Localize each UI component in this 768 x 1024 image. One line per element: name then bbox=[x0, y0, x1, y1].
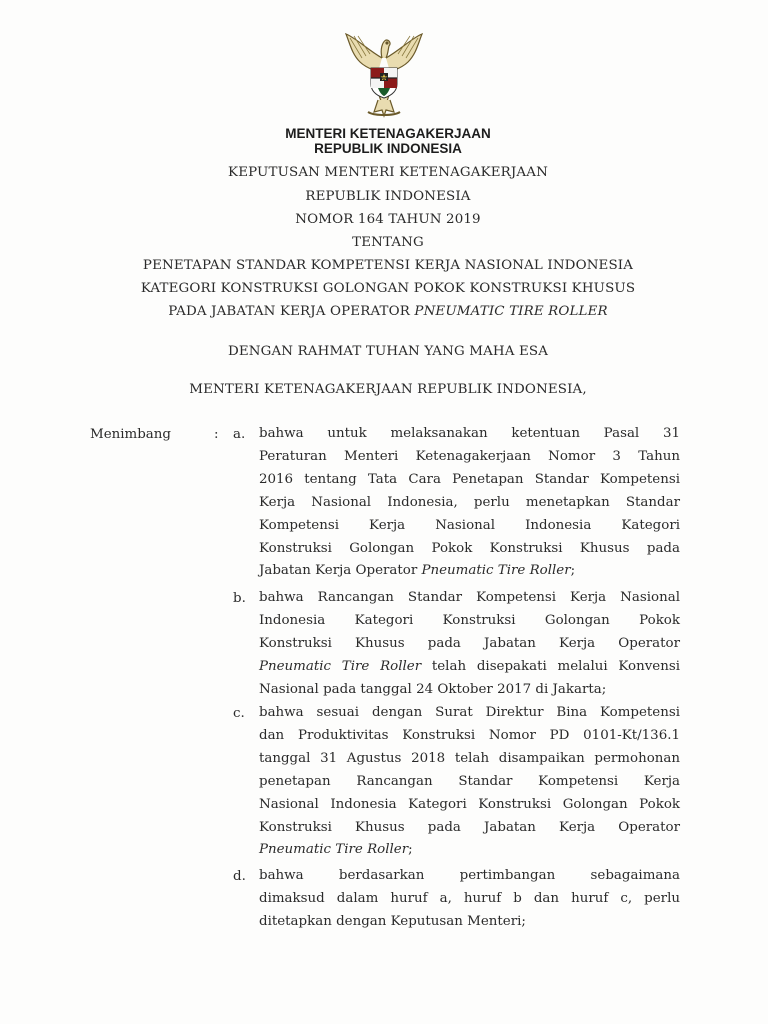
item-marker-d: d. bbox=[233, 869, 246, 884]
paragraph-line: ditetapkan dengan Keputusan Menteri; bbox=[259, 913, 526, 929]
paragraph-line: bahwa sesuai dengan Surat Direktur Bina Kompetensi bbox=[259, 705, 680, 720]
paragraph-line: Nasional pada tanggal 24 Oktober 2017 di Jakarta; bbox=[259, 681, 607, 697]
decree-country: REPUBLIK INDONESIA bbox=[305, 189, 471, 204]
minister-line: MENTERI KETENAGAKERJAAN REPUBLIK INDONESIA, bbox=[189, 382, 587, 397]
considering-item-c bbox=[259, 702, 680, 862]
decree-about: TENTANG bbox=[352, 235, 424, 250]
paragraph-line: dimaksud dalam huruf a, huruf b dan huruf c, perlu bbox=[259, 890, 680, 906]
paragraph-line: Nasional Indonesia Kategori Konstruksi Golongan Pokok bbox=[259, 796, 680, 812]
paragraph-line: Konstruksi Khusus pada Jabatan Kerja Operator bbox=[259, 819, 680, 835]
paragraph-line: bahwa untuk melaksanakan ketentuan Pasal 31 bbox=[259, 426, 680, 441]
paragraph-line: tanggal 31 Agustus 2018 telah disampaikan permohonan bbox=[259, 750, 680, 766]
paragraph-line: Pneumatic Tire Roller telah disepakati melalui Konvensi bbox=[259, 658, 680, 674]
paragraph-line: bahwa berdasarkan pertimbangan sebagaimana bbox=[259, 868, 680, 883]
paragraph-line: bahwa Rancangan Standar Kompetensi Kerja Nasional bbox=[259, 590, 680, 605]
considering-item-d bbox=[259, 865, 680, 934]
blessing-line: DENGAN RAHMAT TUHAN YANG MAHA ESA bbox=[227, 344, 549, 359]
paragraph-line: Konstruksi Golongan Pokok Konstruksi Khusus pada bbox=[259, 540, 680, 556]
paragraph-line: Kompetensi Kerja Nasional Indonesia Kategori bbox=[259, 517, 680, 533]
paragraph-line: Konstruksi Khusus pada Jabatan Kerja Operator bbox=[259, 635, 680, 651]
paragraph-line: Peraturan Menteri Ketenagakerjaan Nomor 3 Tahun bbox=[259, 448, 680, 464]
considering-item-b bbox=[259, 587, 680, 702]
paragraph-line: penetapan Rancangan Standar Kompetensi Kerja bbox=[259, 773, 680, 789]
decree-subject-line-3: PADA JABATAN KERJA OPERATOR PNEUMATIC TIRE ROLLER bbox=[168, 304, 608, 319]
paragraph-line: Jabatan Kerja Operator Pneumatic Tire Roller; bbox=[259, 563, 576, 579]
paragraph-line: Indonesia Kategori Konstruksi Golongan Pokok bbox=[259, 612, 680, 628]
ministry-name: MENTERI KETENAGAKERJAAN bbox=[285, 126, 491, 141]
considering-item-a bbox=[259, 423, 680, 583]
decree-subject-line-1: PENETAPAN STANDAR KOMPETENSI KERJA NASIONAL INDONESIA bbox=[142, 258, 634, 273]
item-marker-c: c. bbox=[233, 706, 245, 721]
item-marker-b: b. bbox=[233, 591, 246, 606]
ministry-country: REPUBLIK INDONESIA bbox=[314, 141, 462, 156]
considering-label: Menimbang bbox=[90, 427, 171, 442]
decree-title: KEPUTUSAN MENTERI KETENAGAKERJAAN bbox=[228, 165, 548, 180]
considering-colon: : bbox=[214, 427, 219, 442]
paragraph-line: Kerja Nasional Indonesia, perlu menetapkan Standar bbox=[259, 494, 680, 510]
decree-number: NOMOR 164 TAHUN 2019 bbox=[295, 212, 481, 227]
garuda-emblem-icon bbox=[338, 28, 430, 120]
decree-subject-line-2: KATEGORI KONSTRUKSI GOLONGAN POKOK KONSTRUKSI KHUSUS bbox=[140, 281, 636, 296]
paragraph-line: 2016 tentang Tata Cara Penetapan Standar Kompetensi bbox=[259, 471, 680, 487]
paragraph-line: dan Produktivitas Konstruksi Nomor PD 0101-Kt/136.1 bbox=[259, 727, 680, 743]
item-marker-a: a. bbox=[233, 427, 246, 442]
paragraph-line: Pneumatic Tire Roller; bbox=[259, 842, 413, 858]
